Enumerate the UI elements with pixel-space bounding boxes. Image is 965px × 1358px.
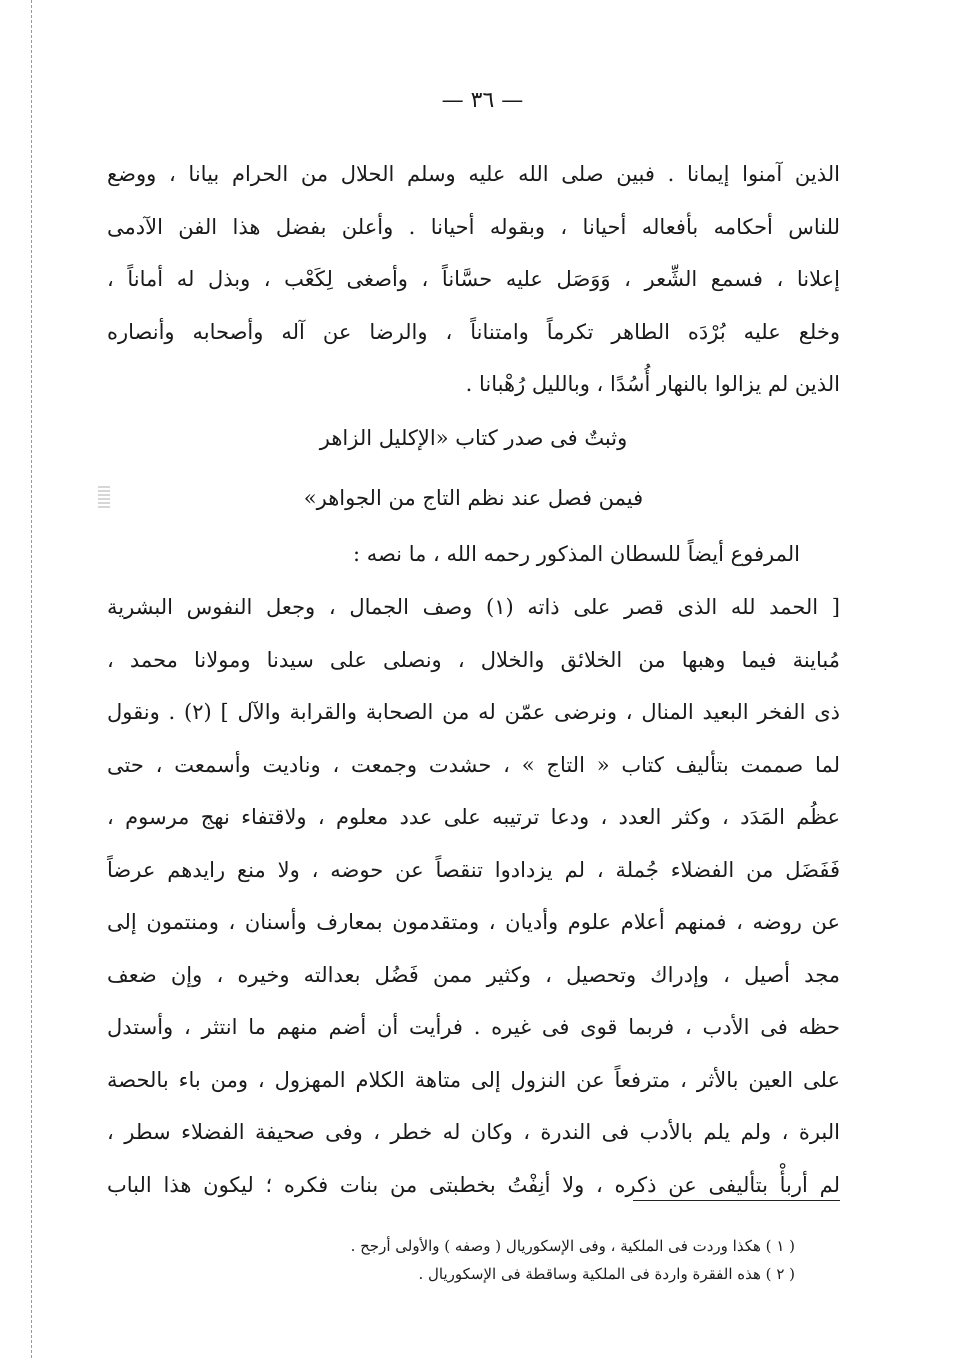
title-line: فيمن فصل عند نظم التاج من الجواهر»	[303, 486, 644, 510]
footnotes	[260, 1232, 795, 1288]
text-line: إعلانا ، فسمع الشِّعر ، وَوَصَل عليه حسَّاناً ، وأصغى لِكَعْب ، وبذل له أماناً ،	[107, 267, 840, 291]
text-line: البرة ، ولم يلم بالأدب فى الندرة ، وكان له خطر ، وفى صحيفة الفضلاء سطر ،	[107, 1120, 840, 1144]
text-line: لم أربأْ بتأليفى عن ذكره ، ولا أنِفْتُ بخطبتى من بنات فكره ؛ ليكون هذا الباب	[107, 1172, 840, 1197]
text-line: فَفَضَل من الفضلاء جُملة ، لم يزدادوا تنقصاً عن حوضه ، ولا منع رايدهم عرضاً	[107, 857, 840, 882]
paragraph-1	[107, 148, 840, 411]
book-title	[107, 408, 840, 528]
title-line: وثبتٌ فى صدر كتاب «الإكليل الزاهر	[319, 426, 628, 450]
text-line: على العين بالأثر ، مترفعاً عن النزول إلى متاهة الكلام المهزول ، ومن باء بالحصة	[107, 1067, 840, 1092]
text-line: مُباينة فيما وهبها من الخلائق والخلال ، ونصلى على سيدنا ومولانا محمد ،	[107, 647, 840, 672]
text-line: لما صممت بتأليف كتاب « التاج » ، حشدت وجمعت ، وناديت وأسمعت ، حتى	[107, 752, 840, 777]
paragraph-2	[107, 581, 840, 1211]
margin-rule	[31, 0, 32, 1358]
intro	[107, 528, 840, 581]
text-line: [ الحمد لله الذى قصر على ذاته (١) وصف الجمال ، وجعل النفوس البشرية	[107, 595, 840, 619]
text-line: وخلع عليه بُرْدَه الطاهر تكرماً وامتناناً ، والرضا عن آله وأصحابه وأنصاره	[107, 319, 840, 344]
text-line: مجد أصيل ، وإدراك وتحصيل ، وكثير ممن فَضُل بعدالته وخيره ، وإن ضعف	[107, 962, 840, 987]
footnote-1: ( ١ ) هكذا وردت فى الملكية ، وفى الإسكوريال ( وصفه ) والأولى أرجح .	[350, 1237, 795, 1255]
footnote-separator	[633, 1200, 840, 1201]
text-line: للناس أحكامه بأفعاله أحيانا ، وبقوله أحيانا . وأعلن بفضل هذا الفن الآدمى	[107, 214, 840, 239]
text-line: حظه فى الأدب ، فربما قوى فى غيره . فرأيت أن أضم منهم ما انتثر ، وأستدل	[107, 1015, 840, 1039]
intro-line: المرفوع أيضاً للسطان المذكور رحمه الله ، ما نصه :	[352, 542, 800, 566]
footnote-2: ( ٢ ) هذه الفقرة واردة فى الملكية وساقطة فى الإسكوريال .	[418, 1265, 795, 1283]
text-line: عظُم المَدَد ، وكثر العدد ، ودعا ترتيبه على عدد معلوم ، ولاقتفاء نهج مرسوم ،	[107, 805, 840, 829]
text-line: الذين آمنوا إيمانا . فبين صلى الله عليه وسلم الحلال من الحرام بيانا ، ووضع	[107, 162, 840, 186]
text-line: ذى الفخر البعيد المنال ، ونرضى عمّن له من الصحابة والقرابة والآل ] (٢) . ونقول	[107, 700, 840, 724]
text-line: عن روضه ، فمنهم أعلام علوم وأديان ، ومتقدمون بمعارف وأسنان ، ومنتمون إلى	[107, 910, 840, 934]
page-number: — ٣٦ —	[441, 88, 524, 113]
text-line: الذين لم يزالوا بالنهار أُسُدًا ، وبالليل رُهْبانا .	[465, 372, 840, 396]
